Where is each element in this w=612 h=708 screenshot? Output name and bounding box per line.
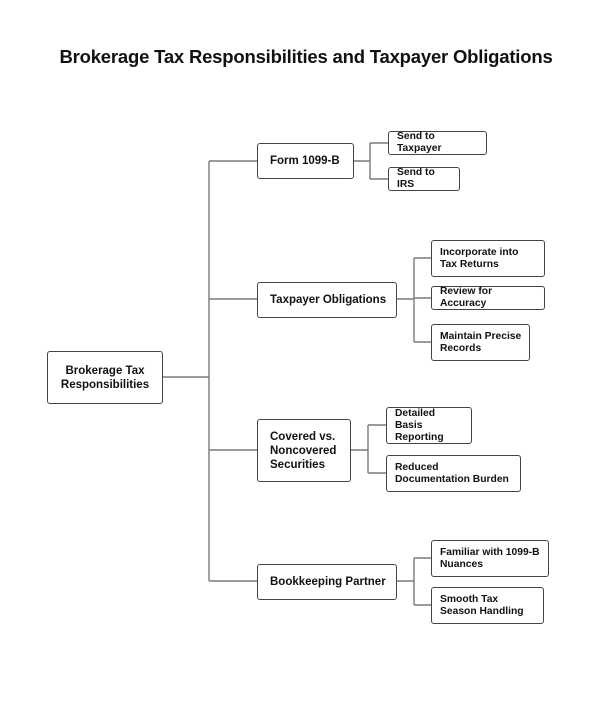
leaf-label: Maintain Precise Records xyxy=(440,330,522,354)
branch-node-covered-vs-noncovered xyxy=(257,419,351,482)
branch-node-taxpayer-obligations xyxy=(257,282,397,318)
leaf-label: Send to IRS xyxy=(397,167,435,190)
leaf-send-to-irs xyxy=(388,167,460,191)
branch-label: Bookkeeping Partner xyxy=(270,576,386,588)
leaf-review-for-accuracy xyxy=(431,286,545,310)
root-node-label: Brokerage Tax Responsibilities xyxy=(60,364,150,391)
branch-label: Covered vs. Noncovered Securities xyxy=(270,430,337,471)
leaf-smooth-tax-season-handling xyxy=(431,587,544,624)
leaf-send-to-taxpayer xyxy=(388,131,487,155)
leaf-label: Reduced Documentation Burden xyxy=(395,461,509,485)
branch-node-bookkeeping-partner xyxy=(257,564,397,600)
branch-node-form-1099b xyxy=(257,143,354,179)
leaf-label: Incorporate into Tax Returns xyxy=(440,246,519,270)
leaf-label: Familiar with 1099-B Nuances xyxy=(440,546,540,570)
leaf-label: Detailed Basis Reporting xyxy=(395,407,444,443)
leaf-label: Send to Taxpayer xyxy=(397,131,442,154)
leaf-detailed-basis-reporting xyxy=(386,407,472,444)
diagram-title: Brokerage Tax Responsibilities and Taxpayer Obligations xyxy=(59,46,553,67)
leaf-label: Review for Accuracy xyxy=(440,286,493,309)
leaf-familiar-with-1099b-nuances xyxy=(431,540,549,577)
branch-label: Form 1099-B xyxy=(270,155,340,167)
leaf-incorporate-into-tax-returns xyxy=(431,240,545,277)
root-node xyxy=(47,351,163,404)
leaf-reduced-documentation-burden xyxy=(386,455,521,492)
leaf-maintain-precise-records xyxy=(431,324,530,361)
branch-label: Taxpayer Obligations xyxy=(270,294,387,306)
leaf-label: Smooth Tax Season Handling xyxy=(440,593,524,617)
